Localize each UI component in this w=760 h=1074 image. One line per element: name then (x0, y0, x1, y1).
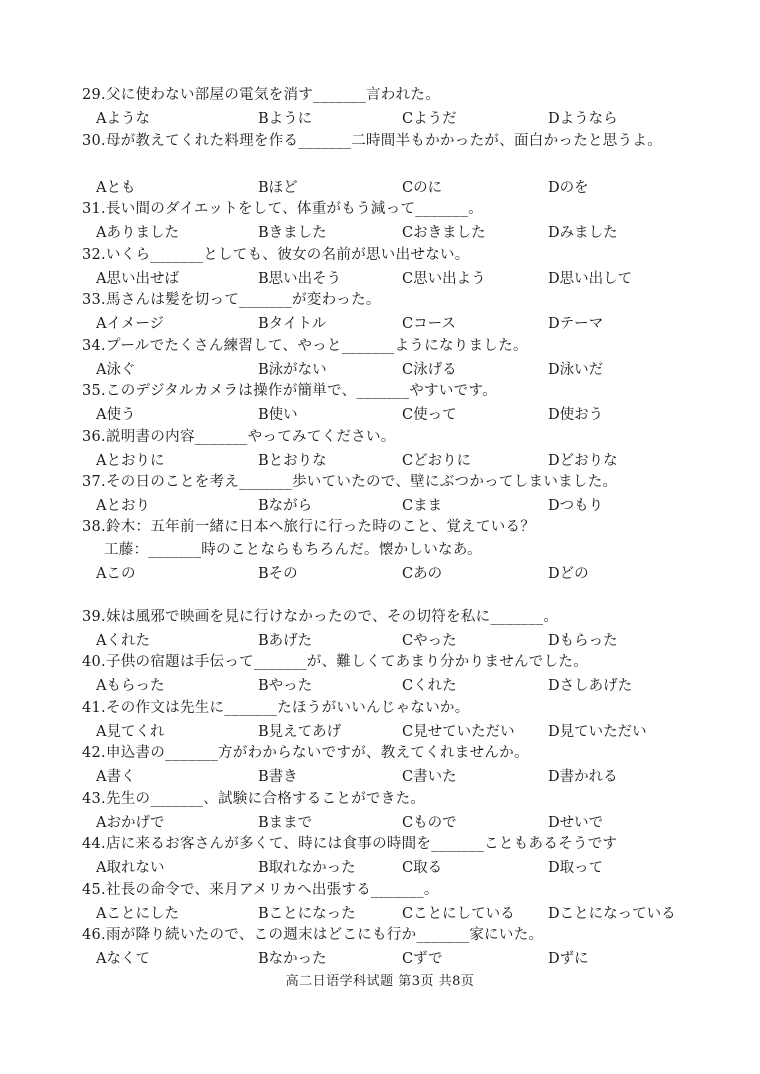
answer-options (96, 562, 736, 584)
answer-options (96, 902, 736, 924)
answer-option-c[interactable]: C取る (402, 859, 443, 876)
answer-option-c[interactable]: Cあの (402, 565, 443, 582)
question-text: 44.店に来るお客さんが多くて、時には食事の時間を_______こともあるそうです (82, 836, 618, 852)
answer-option-b[interactable]: B書き (258, 768, 298, 785)
answer-option-d[interactable]: Dもらった (548, 632, 618, 649)
answer-option-a[interactable]: A取れない (96, 859, 165, 876)
answer-option-b[interactable]: Bとおりな (258, 452, 327, 469)
answer-option-d[interactable]: Dことになっている (548, 905, 676, 922)
answer-option-d[interactable]: D書かれる (548, 768, 618, 785)
answer-options (96, 312, 736, 334)
answer-option-b[interactable]: Bその (258, 565, 298, 582)
answer-option-c[interactable]: C使って (402, 406, 457, 423)
answer-option-a[interactable]: Aくれた (96, 632, 150, 649)
answer-option-b[interactable]: B思い出そう (258, 270, 342, 287)
answer-option-d[interactable]: Dずに (548, 950, 589, 967)
answer-option-d[interactable]: Dのを (548, 179, 589, 196)
answer-option-c[interactable]: Cもので (402, 814, 457, 831)
answer-options (96, 358, 736, 380)
answer-option-a[interactable]: A使う (96, 406, 136, 423)
question-text: 29.父に使わない部屋の電気を消す_______言われた。 (82, 87, 441, 103)
answer-options (96, 107, 736, 129)
question-text: 32.いくら_______としても、彼女の名前が思い出せない。 (82, 247, 470, 263)
answer-option-a[interactable]: A泳ぐ (96, 361, 136, 378)
answer-option-a[interactable]: Aイメージ (96, 315, 165, 332)
answer-option-d[interactable]: Dテーマ (548, 315, 604, 332)
answer-option-a[interactable]: A思い出せば (96, 270, 179, 287)
question-text-line2: 工藤：_______時のことならもちろんだ。懐かしいなあ。 (104, 541, 482, 558)
answer-option-b[interactable]: Bきました (258, 224, 327, 241)
answer-option-b[interactable]: Bほど (258, 179, 298, 196)
answer-options (96, 629, 736, 651)
answer-option-a[interactable]: Aもらった (96, 677, 165, 694)
answer-option-d[interactable]: Dどの (548, 565, 589, 582)
answer-options (96, 176, 736, 198)
answer-option-b[interactable]: Bながら (258, 497, 313, 514)
answer-option-c[interactable]: Cくれた (402, 677, 457, 694)
question-text: 39.妹は風邪で映画を見に行けなかったので、その切符を私に_______。 (82, 609, 559, 625)
question-text: 42.申込書の_______方がわからないですが、教えてくれませんか。 (82, 745, 529, 761)
answer-option-d[interactable]: D見ていただい (548, 723, 647, 740)
answer-option-d[interactable]: Dせいで (548, 814, 604, 831)
answer-option-a[interactable]: Aこの (96, 565, 136, 582)
answer-option-c[interactable]: C書いた (402, 768, 457, 785)
answer-option-c[interactable]: Cどおりに (402, 452, 472, 469)
answer-option-d[interactable]: Dさしあげた (548, 677, 633, 694)
answer-option-a[interactable]: A見てくれ (96, 723, 165, 740)
answer-option-c[interactable]: Cようだ (402, 110, 457, 127)
answer-option-c[interactable]: Cずで (402, 950, 443, 967)
answer-option-c[interactable]: C泳げる (402, 361, 457, 378)
answer-options (96, 811, 736, 833)
answer-option-d[interactable]: Dみました (548, 224, 618, 241)
question-text: 30.母が教えてくれた料理を作る_______二時間半もかかったが、面白かったと思うよ。 (82, 133, 663, 149)
question-text: 38.鈴木：五年前一緒に日本へ旅行に行った時のこと、覚えている？ (82, 519, 536, 535)
answer-options (96, 267, 736, 289)
page-footer: 高二日语学科试题 第3页 共8页 (285, 974, 475, 989)
answer-options (96, 221, 736, 243)
answer-option-d[interactable]: Dようなら (548, 110, 618, 127)
question-text: 36.説明書の内容_______やってみてください。 (82, 429, 396, 445)
question-text: 34.プールでたくさん練習して、やっと_______ようになりました。 (82, 338, 528, 354)
answer-option-a[interactable]: Aとおりに (96, 452, 165, 469)
answer-option-d[interactable]: Dどおりな (548, 452, 618, 469)
answer-option-d[interactable]: D使おう (548, 406, 604, 423)
question-text: 31.長い間のダイエットをして、体重がもう減って_______。 (82, 201, 483, 217)
question-text: 33.馬さんは髪を切って_______が変わった。 (82, 292, 381, 308)
answer-option-c[interactable]: Cまま (402, 497, 443, 514)
answer-option-a[interactable]: Aありました (96, 224, 179, 241)
answer-option-c[interactable]: Cコース (402, 315, 456, 332)
answer-option-c[interactable]: Cことにしている (402, 905, 515, 922)
answer-option-b[interactable]: B取れなかった (258, 859, 356, 876)
answer-options (96, 856, 736, 878)
answer-option-d[interactable]: D取って (548, 859, 604, 876)
answer-option-b[interactable]: B見えてあげ (258, 723, 342, 740)
answer-options (96, 720, 736, 742)
answer-option-b[interactable]: Bあげた (258, 632, 313, 649)
answer-option-a[interactable]: A書く (96, 768, 136, 785)
answer-option-d[interactable]: D泳いだ (548, 361, 604, 378)
answer-option-b[interactable]: Bやった (258, 677, 313, 694)
answer-option-b[interactable]: Bことになった (258, 905, 356, 922)
answer-option-b[interactable]: Bままで (258, 814, 313, 831)
question-text: 35.このデジタルカメラは操作が簡単で、_______やすいです。 (82, 383, 497, 399)
answer-options (96, 449, 736, 471)
answer-option-d[interactable]: D思い出して (548, 270, 633, 287)
answer-option-b[interactable]: Bなかった (258, 950, 327, 967)
answer-option-b[interactable]: Bように (258, 110, 313, 127)
question-text: 46.雨が降り続いたので、この週末はどこにも行か_______家にいた。 (82, 927, 544, 943)
question-text: 43.先生の_______、試験に合格することができた。 (82, 791, 426, 807)
question-text: 45.社長の命令で、来月アメリカへ出張する_______。 (82, 882, 439, 898)
answer-options (96, 403, 736, 425)
answer-option-a[interactable]: Aとも (96, 179, 136, 196)
answer-options (96, 947, 736, 969)
answer-option-d[interactable]: Dつもり (548, 497, 604, 514)
answer-options (96, 494, 736, 516)
answer-option-b[interactable]: Bタイトル (258, 315, 327, 332)
answer-option-a[interactable]: Aような (96, 110, 150, 127)
answer-option-c[interactable]: Cおきました (402, 224, 486, 241)
answer-option-a[interactable]: Aことにした (96, 905, 179, 922)
answer-option-b[interactable]: B使い (258, 406, 298, 423)
question-text: 41.その作文は先生に_______たほうがいいんじゃないか。 (82, 700, 470, 716)
answer-option-b[interactable]: B泳がない (258, 361, 327, 378)
answer-option-a[interactable]: Aおかげで (96, 814, 165, 831)
question-text: 37.その日のことを考え_______歩いていたので、壁にぶつかってしまいました。 (82, 474, 618, 490)
answer-option-c[interactable]: C思い出よう (402, 270, 486, 287)
answer-options (96, 765, 736, 787)
answer-option-c[interactable]: C見せていただい (402, 723, 515, 740)
answer-option-c[interactable]: Cやった (402, 632, 457, 649)
answer-option-a[interactable]: Aとおり (96, 497, 150, 514)
question-text: 40.子供の宿題は手伝って_______が、難しくてあまり分かりませんでした。 (82, 654, 589, 670)
answer-option-c[interactable]: Cのに (402, 179, 443, 196)
answer-option-a[interactable]: Aなくて (96, 950, 150, 967)
answer-options (96, 674, 736, 696)
